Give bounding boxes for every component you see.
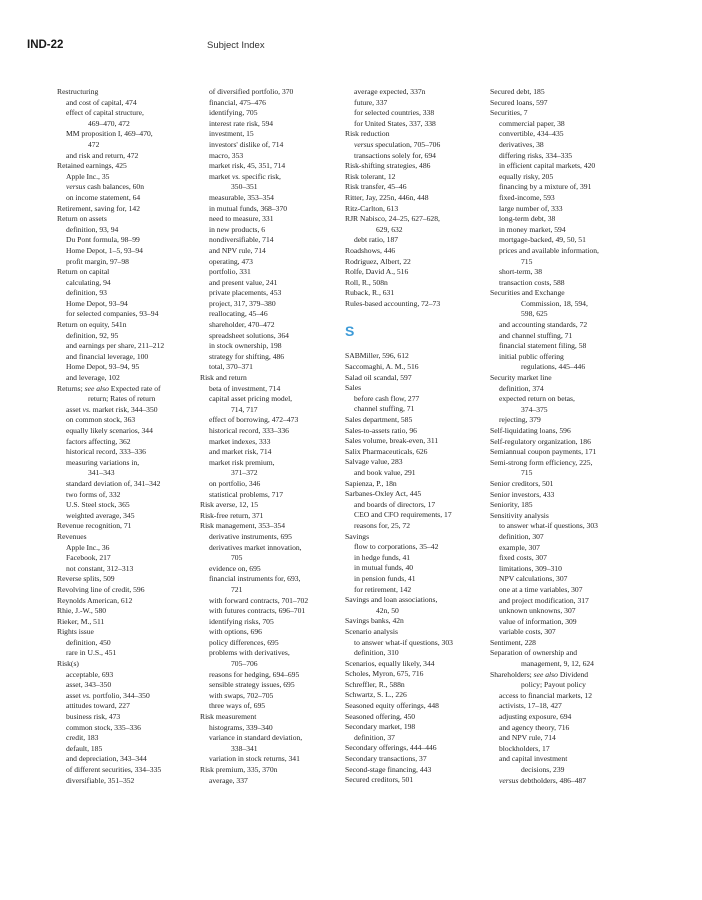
index-entry: portfolio, 331 — [209, 267, 251, 277]
index-entry: 371–372 — [231, 468, 258, 478]
index-entry: Facebook, 217 — [66, 553, 111, 563]
index-entry: and depreciation, 343–344 — [66, 754, 147, 764]
index-entry: Risk reduction — [345, 129, 390, 139]
index-entry: asset vs. market risk, 344–350 — [66, 404, 158, 414]
index-entry: 705–706 — [231, 659, 258, 669]
index-entry: Risk averse, 12, 15 — [200, 500, 258, 510]
index-entry: Sales volume, break-even, 311 — [345, 436, 439, 446]
index-entry: Securities and Exchange — [490, 288, 565, 298]
index-entry: 714, 717 — [231, 404, 258, 414]
index-entry: Salvage value, 283 — [345, 457, 403, 467]
index-entry: for selected companies, 93–94 — [66, 309, 159, 319]
index-entry: Risk tolerant, 12 — [345, 171, 396, 181]
index-entry: Revolving line of credit, 596 — [57, 584, 145, 594]
index-entry: Reverse splits, 509 — [57, 574, 115, 584]
index-entry: private placements, 453 — [209, 288, 282, 298]
index-entry: commercial paper, 38 — [499, 118, 565, 128]
index-entry: acceptable, 693 — [66, 669, 114, 679]
index-entry: Rodriguez, Albert, 22 — [345, 256, 411, 266]
index-entry: regulations, 445–446 — [521, 362, 586, 372]
index-entry: versus speculation, 705–706 — [354, 139, 441, 149]
index-entry: derivative instruments, 695 — [209, 531, 292, 541]
index-entry: diversifiable, 351–352 — [66, 775, 135, 785]
index-entry: Commission, 18, 594, — [521, 298, 588, 308]
index-entry: Risk transfer, 45–46 — [345, 182, 407, 192]
index-entry: calculating, 94 — [66, 277, 111, 287]
index-entry: project, 317, 379–380 — [209, 298, 276, 308]
index-entry: Risk-shifting strategies, 486 — [345, 161, 431, 171]
index-entry: asset, 343–350 — [66, 680, 112, 690]
index-entry: 469–470, 472 — [88, 118, 130, 128]
index-entry: 338–341 — [231, 743, 258, 753]
index-entry: Risk premium, 335, 370n — [200, 765, 278, 774]
index-entry: and market risk, 714 — [209, 447, 272, 457]
index-entry: 350–351 — [231, 182, 258, 192]
index-entry: on portfolio, 346 — [209, 478, 261, 488]
index-entry: historical record, 333–336 — [209, 426, 289, 435]
index-entry: versus cash balances, 60n — [66, 182, 145, 192]
index-entry: and cost of capital, 474 — [66, 97, 137, 107]
index-entry: rare in U.S., 451 — [66, 648, 117, 658]
index-entry: in mutual funds, 40 — [354, 563, 414, 573]
index-entry: asset vs. portfolio, 344–350 — [66, 690, 150, 700]
index-entry: and risk and return, 472 — [66, 150, 139, 160]
index-entry: derivatives, 38 — [499, 139, 544, 149]
index-entry: with forward contracts, 701–702 — [209, 595, 309, 605]
index-entry: Revenues — [57, 531, 87, 541]
index-entry: in new products, 6 — [209, 224, 266, 234]
index-entry: Senior investors, 433 — [490, 489, 555, 499]
index-entry: debt ratio, 187 — [354, 235, 399, 245]
index-entry: factors affecting, 362 — [66, 436, 131, 446]
index-entry: long-term debt, 38 — [499, 214, 556, 224]
index-entry: Scholes, Myron, 675, 716 — [345, 669, 424, 679]
index-entry: variable costs, 307 — [499, 627, 556, 637]
index-entry: Return on capital — [57, 267, 110, 277]
index-entry: definition, 93 — [66, 288, 107, 298]
index-entry: Self-liquidating loans, 596 — [490, 426, 571, 435]
index-entry: Reynolds American, 612 — [57, 595, 133, 605]
index-entry: definition, 374 — [499, 383, 544, 393]
index-entry: sensible strategy issues, 695 — [209, 680, 295, 690]
index-entry: business risk, 473 — [66, 712, 121, 722]
page-header — [27, 39, 675, 55]
index-entry: SABMiller, 596, 612 — [345, 351, 409, 361]
index-entry: Schwartz, S. L., 226 — [345, 690, 407, 700]
index-entry: limitations, 309–310 — [499, 563, 562, 573]
index-entry: Ritter, Jay, 225n, 446n, 448 — [345, 192, 429, 202]
index-entry: financial instruments for, 693, — [209, 574, 301, 584]
index-entry: in money market, 594 — [499, 224, 566, 234]
index-entry: 472 — [88, 139, 100, 149]
index-entry: attitudes toward, 227 — [66, 701, 130, 711]
index-entry: market risk, 45, 351, 714 — [209, 161, 286, 171]
index-entry: return; Rates of return — [88, 394, 156, 404]
index-entry: blockholders, 17 — [499, 743, 550, 753]
index-entry: definition, 92, 95 — [66, 330, 119, 340]
index-entry: on income statement, 64 — [66, 192, 141, 202]
index-entry: differing risks, 334–335 — [499, 150, 573, 160]
index-entry: Secured loans, 597 — [490, 97, 548, 107]
index-entry: in mutual funds, 368–370 — [209, 203, 288, 213]
index-entry: measuring variations in, — [66, 457, 140, 467]
index-column-3 — [345, 87, 493, 786]
index-entry: Seasoned offering, 450 — [345, 711, 416, 721]
index-entry: on common stock, 363 — [66, 415, 136, 425]
index-entry: 715 — [521, 468, 533, 478]
index-entry: Self-regulatory organization, 186 — [490, 436, 591, 446]
index-entry: reasons for, 25, 72 — [354, 520, 411, 530]
index-entry: Secured creditors, 501 — [345, 775, 414, 785]
index-entry: average, 337 — [209, 775, 248, 785]
index-entry: Schreffler, R., 588n — [345, 679, 405, 689]
index-entry: Ritz-Carlton, 613 — [345, 203, 399, 213]
index-entry: credit, 183 — [66, 733, 99, 743]
index-entry: 598, 625 — [521, 309, 548, 319]
index-entry: and NPV rule, 714 — [209, 245, 266, 255]
index-entry: in pension funds, 41 — [354, 573, 416, 583]
index-entry: market indexes, 333 — [209, 436, 271, 446]
index-entry: variance in standard deviation, — [209, 733, 303, 743]
index-entry: to answer what-if questions, 303 — [499, 521, 598, 531]
index-entry: CEO and CFO requirements, 17 — [354, 510, 452, 520]
index-entry: U.S. Steel stock, 365 — [66, 500, 130, 510]
index-entry: weighted average, 345 — [66, 510, 135, 520]
index-entry: Risk measurement — [200, 712, 257, 722]
index-entry: definition, 310 — [354, 648, 399, 658]
index-entry: 629, 632 — [376, 224, 403, 234]
index-entry: market risk premium, — [209, 457, 275, 467]
index-entry: identifying, 705 — [209, 108, 258, 118]
index-entry: and book value, 291 — [354, 468, 416, 477]
index-entry: Sentiment, 228 — [490, 637, 536, 647]
index-entry: Secondary transactions, 37 — [345, 754, 427, 764]
index-entry: example, 307 — [499, 542, 540, 552]
index-entry: identifying risks, 705 — [209, 616, 274, 626]
index-entry: histograms, 339–340 — [209, 722, 273, 732]
index-entry: policy differences, 695 — [209, 637, 279, 647]
index-entry: Risk-free return, 371 — [200, 510, 264, 520]
index-entry: evidence on, 695 — [209, 563, 261, 573]
index-entry: Sales department, 585 — [345, 415, 413, 425]
index-entry: Savings and loan associations, — [345, 595, 438, 605]
index-entry: reallocating, 45–46 — [209, 309, 268, 319]
index-entry: large number of, 333 — [499, 203, 563, 213]
index-entry: Restructuring — [57, 87, 99, 96]
index-entry: Returns; see also Expected rate of — [57, 383, 161, 393]
index-letter-heading: S — [345, 323, 355, 340]
index-entry: with options, 696 — [209, 627, 262, 637]
index-entry: Sales — [345, 383, 362, 393]
index-columns — [57, 87, 677, 887]
index-entry: reasons for hedging, 694–695 — [209, 669, 300, 679]
index-entry: expected return on betas, — [499, 394, 575, 404]
index-entry: before cash flow, 277 — [354, 393, 420, 403]
index-entry: Sarbanes-Oxley Act, 445 — [345, 489, 422, 499]
index-entry: variation in stock returns, 341 — [209, 754, 300, 764]
index-entry: Sensitivity analysis — [490, 510, 549, 520]
index-entry: Return on equity, 541n — [57, 320, 127, 330]
index-entry: initial public offering — [499, 351, 564, 361]
index-entry: effect of borrowing, 472–473 — [209, 415, 299, 425]
index-entry: beta of investment, 714 — [209, 383, 281, 393]
index-entry: financing by a mixture of, 391 — [499, 182, 592, 192]
index-entry: Salad oil scandal, 597 — [345, 372, 412, 382]
index-entry: Rieker, M., 511 — [57, 616, 105, 626]
section-title: Subject Index — [207, 40, 265, 51]
index-entry: capital asset pricing model, — [209, 394, 293, 404]
index-entry: Sapienza, P., 18n — [345, 478, 397, 488]
index-entry: MM proposition I, 469–470, — [66, 129, 153, 139]
index-entry: convertible, 434–435 — [499, 129, 564, 139]
page-number: IND-22 — [27, 39, 64, 51]
index-entry: fixed costs, 307 — [499, 553, 547, 563]
index-entry: Revenue recognition, 71 — [57, 521, 132, 531]
index-entry: interest rate risk, 594 — [209, 118, 274, 128]
index-entry: Ruback, R., 631 — [345, 288, 395, 298]
index-entry: Savings — [345, 531, 370, 541]
index-entry: Rhie, J.-W., 580 — [57, 606, 107, 616]
index-entry: definition, 93, 94 — [66, 224, 119, 234]
index-entry: Return on assets — [57, 214, 107, 224]
index-entry: and leverage, 102 — [66, 373, 120, 383]
index-entry: Du Pont formula, 98–99 — [66, 235, 140, 245]
index-entry: Sales-to-assets ratio, 96 — [345, 425, 417, 435]
index-entry: Secondary offerings, 444–446 — [345, 743, 437, 753]
index-entry: equally likely scenarios, 344 — [66, 426, 153, 435]
index-entry: Retained earnings, 425 — [57, 161, 127, 171]
index-entry: historical record, 333–336 — [66, 447, 146, 457]
index-entry: versus debtholders, 486–487 — [499, 775, 587, 785]
index-entry: flow to corporations, 35–42 — [354, 542, 439, 552]
index-entry: nondiversifiable, 714 — [209, 235, 274, 245]
index-entry: rejecting, 379 — [499, 415, 541, 425]
index-entry: Semi-strong form efficiency, 225, — [490, 457, 593, 467]
index-entry: transactions solely for, 694 — [354, 150, 436, 160]
index-entry: 374–375 — [521, 404, 548, 414]
index-entry: in hedge funds, 41 — [354, 552, 411, 562]
index-entry: Roll, R., 508n — [345, 277, 388, 287]
index-entry: decisions, 239 — [521, 765, 565, 774]
index-entry: RJR Nabisco, 24–25, 627–628, — [345, 214, 440, 224]
index-entry: prices and available information, — [499, 245, 599, 255]
index-entry: macro, 353 — [209, 150, 244, 160]
index-entry: two forms of, 332 — [66, 489, 121, 499]
index-entry: strategy for shifting, 486 — [209, 351, 285, 361]
index-entry: for selected countries, 338 — [354, 108, 435, 118]
index-entry: Saccomaghi, A. M., 516 — [345, 362, 419, 372]
index-entry: future, 337 — [354, 97, 388, 107]
index-entry: Apple Inc., 36 — [66, 542, 110, 552]
index-entry: and boards of directors, 17 — [354, 499, 436, 509]
index-entry: total, 370–371 — [209, 362, 253, 372]
index-entry: short-term, 38 — [499, 267, 543, 277]
index-entry: Separation of ownership and — [490, 648, 578, 658]
index-entry: of diversified portfolio, 370 — [209, 87, 294, 96]
index-entry: and financial leverage, 100 — [66, 351, 149, 361]
index-entry: Semiannual coupon payments, 171 — [490, 447, 597, 457]
index-entry: adjusting exposure, 694 — [499, 712, 572, 722]
index-entry: in stock ownership, 198 — [209, 341, 282, 351]
index-entry: effect of capital structure, — [66, 108, 144, 118]
index-entry: and accounting standards, 72 — [499, 320, 588, 330]
index-entry: and channel stuffing, 71 — [499, 330, 573, 340]
index-entry: Home Depot, 93–94, 95 — [66, 362, 140, 372]
index-entry: 721 — [231, 584, 243, 594]
index-entry: Seasoned equity offerings, 448 — [345, 701, 439, 711]
index-entry: profit margin, 97–98 — [66, 256, 129, 266]
index-entry: not constant, 312–313 — [66, 563, 134, 573]
index-entry: Senior creditors, 501 — [490, 478, 554, 488]
index-entry: average expected, 337n — [354, 87, 426, 96]
index-entry: Security market line — [490, 373, 552, 383]
index-entry: investment, 15 — [209, 129, 254, 139]
index-entry: definition, 450 — [66, 637, 111, 647]
index-entry: with swaps, 702–705 — [209, 690, 274, 700]
index-entry: Securities, 7 — [490, 108, 528, 118]
index-entry: default, 185 — [66, 743, 103, 753]
index-entry: definition, 37 — [354, 732, 395, 742]
index-entry: and NPV rule, 714 — [499, 733, 556, 743]
index-entry: in efficient capital markets, 420 — [499, 161, 596, 171]
index-entry: activists, 17–18, 427 — [499, 701, 562, 711]
index-entry: need to measure, 331 — [209, 214, 274, 224]
index-entry: with futures contracts, 696–701 — [209, 606, 306, 616]
index-entry: and earnings per share, 211–212 — [66, 341, 165, 351]
index-entry: mortgage-backed, 49, 50, 51 — [499, 235, 586, 245]
index-entry: access to financial markets, 12 — [499, 690, 592, 700]
index-entry: channel stuffing, 71 — [354, 404, 415, 414]
index-entry: derivatives market innovation, — [209, 542, 302, 552]
index-entry: value of information, 309 — [499, 616, 577, 626]
index-entry: 705 — [231, 553, 243, 563]
index-entry: unknown unknowns, 307 — [499, 606, 576, 616]
index-entry: Risk management, 353–354 — [200, 521, 285, 531]
index-entry: and project modification, 317 — [499, 595, 589, 605]
index-entry: of different securities, 334–335 — [66, 765, 162, 774]
index-entry: equally risky, 205 — [499, 171, 554, 181]
index-entry: Savings banks, 42n — [345, 616, 404, 626]
index-entry: Secured debt, 185 — [490, 87, 545, 96]
index-entry: investors' dislike of, 714 — [209, 139, 284, 149]
index-entry: Roadshows, 446 — [345, 245, 396, 255]
index-entry: policy; Payout policy — [521, 680, 586, 690]
index-entry: Salix Pharmaceuticals, 626 — [345, 446, 428, 456]
index-entry: Second-stage financing, 443 — [345, 764, 432, 774]
index-entry: for United States, 337, 338 — [354, 118, 436, 128]
index-entry: financial statement filing, 58 — [499, 341, 587, 351]
index-entry: operating, 473 — [209, 256, 253, 266]
index-entry: fixed-income, 593 — [499, 192, 555, 202]
index-entry: problems with derivatives, — [209, 648, 290, 658]
index-entry: Home Depot, 93–94 — [66, 298, 128, 308]
index-entry: definition, 307 — [499, 531, 544, 541]
index-entry: shareholder, 470–472 — [209, 320, 275, 330]
index-entry: Risk(s) — [57, 659, 79, 669]
index-entry: to answer what-if questions, 303 — [354, 637, 453, 647]
index-entry: spreadsheet solutions, 364 — [209, 330, 289, 340]
index-entry: Rolfe, David A., 516 — [345, 267, 409, 277]
index-entry: transaction costs, 588 — [499, 277, 565, 287]
index-entry: Apple Inc., 35 — [66, 171, 110, 181]
index-entry: Rights issue — [57, 627, 94, 637]
index-entry: Seniority, 185 — [490, 500, 533, 510]
index-entry: Scenarios, equally likely, 344 — [345, 658, 435, 668]
index-entry: management, 9, 12, 624 — [521, 659, 594, 669]
index-entry: Secondary market, 198 — [345, 722, 416, 732]
index-entry: statistical problems, 717 — [209, 489, 284, 499]
index-entry: and present value, 241 — [209, 277, 278, 287]
index-entry: Rules-based accounting, 72–73 — [345, 298, 441, 308]
index-entry: Retirement, saving for, 142 — [57, 203, 140, 213]
index-entry: Shareholders; see also Dividend — [490, 669, 589, 679]
index-entry: 341–343 — [88, 468, 115, 478]
index-entry: standard deviation of, 341–342 — [66, 478, 161, 488]
index-entry: Risk and return — [200, 373, 247, 383]
index-entry: and capital investment — [499, 754, 568, 764]
index-entry: Scenario analysis — [345, 626, 398, 636]
index-entry: 42n, 50 — [376, 605, 399, 615]
index-entry: and agency theory, 716 — [499, 722, 570, 732]
index-entry: NPV calculations, 307 — [499, 574, 568, 584]
index-entry: measurable, 353–354 — [209, 192, 274, 202]
index-entry: market vs. specific risk, — [209, 171, 281, 181]
index-column-2 — [200, 87, 348, 786]
index-entry: common stock, 335–336 — [66, 722, 141, 732]
index-entry: one at a time variables, 307 — [499, 584, 583, 594]
index-entry: financial, 475–476 — [209, 97, 266, 107]
index-entry: for retirement, 142 — [354, 584, 412, 594]
index-entry: 715 — [521, 256, 533, 266]
index-column-1 — [57, 87, 205, 786]
index-column-4 — [490, 87, 638, 786]
index-entry: Home Depot, 1–5, 93–94 — [66, 245, 143, 255]
index-entry: three ways of, 695 — [209, 701, 266, 711]
